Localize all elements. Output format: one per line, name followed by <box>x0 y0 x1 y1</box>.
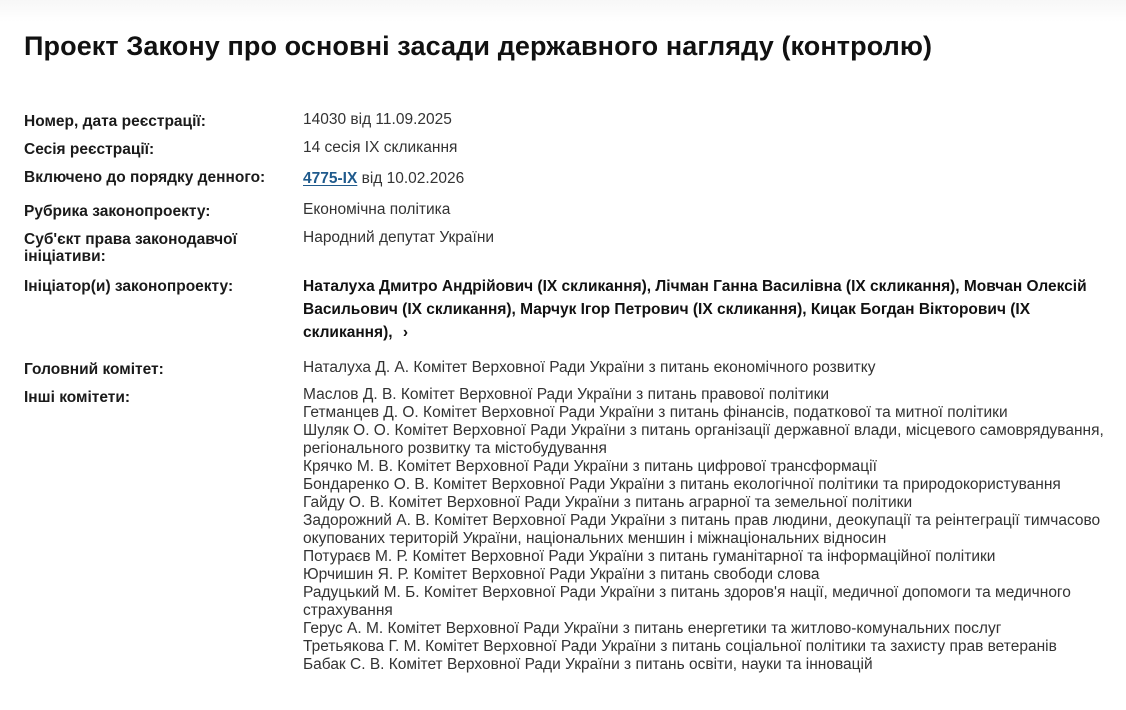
rubric-value: Економічна політика <box>303 201 451 218</box>
committee-item: Третьякова Г. М. Комітет Верховної Ради України з питань соціальної політики та захисту прав ветеранів <box>303 638 1057 655</box>
agenda-date: від 10.02.2026 <box>361 170 465 187</box>
subject-label-line2: ініціативи: <box>24 248 106 265</box>
top-strip <box>0 0 1126 22</box>
registration-value: 14030 від 11.09.2025 <box>303 111 452 128</box>
committee-item: Гетманцев Д. О. Комітет Верховної Ради України з питань фінансів, податкової та митної політики <box>303 404 1008 421</box>
initiators-label: Ініціатор(и) законопроекту: <box>24 278 234 295</box>
initiators-value <box>303 275 1103 344</box>
other-committees-list <box>303 386 1113 674</box>
rubric-label: Рубрика законопроекту: <box>24 203 211 220</box>
main-committee-label: Головний комітет: <box>24 361 164 378</box>
subject-label-line1: Суб'єкт права законодавчої <box>24 231 237 248</box>
subject-value: Народний депутат України <box>303 229 495 246</box>
chevron-right-icon[interactable]: › <box>402 324 409 341</box>
committee-item: Потураєв М. Р. Комітет Верховної Ради України з питань гуманітарної та інформаційної політики <box>303 548 996 565</box>
committee-item: Маслов Д. В. Комітет Верховної Ради України з питань правової політики <box>303 386 830 403</box>
session-label: Сесія реєстрації: <box>24 141 155 158</box>
page-title: Проект Закону про основні засади державного нагляду (контролю) <box>24 31 933 61</box>
committee-item: Бабак С. В. Комітет Верховної Ради України з питань освіти, науки та інновацій <box>303 656 873 673</box>
committee-item: Крячко М. В. Комітет Верховної Ради України з питань цифрової трансформації <box>303 458 877 475</box>
committee-item: Бондаренко О. В. Комітет Верховної Ради України з питань екологічної політики та природокористування <box>303 476 1061 493</box>
session-value: 14 сесія IX скликання <box>303 139 458 156</box>
agenda-link[interactable]: 4775-IX <box>303 170 358 187</box>
initiators-text: Наталуха Дмитро Андрійович (IX скликання), Лічман Ганна Василівна (IX скликання), Мовчан Олексій Васильович (IX скликання), Марчук Ігор Петрович (IX скликання), Кицак Богдан Вікторович (IX скликання), <box>303 278 1087 341</box>
agenda-value <box>303 170 464 188</box>
committee-item: Юрчишин Я. Р. Комітет Верховної Ради України з питань свободи слова <box>303 566 820 583</box>
subject-label <box>24 231 237 265</box>
committee-item: Гайду О. В. Комітет Верховної Ради України з питань аграрної та земельної політики <box>303 494 913 511</box>
committee-item: Радуцький М. Б. Комітет Верховної Ради України з питань здоров'я нації, медичної допомоги та медичного страхування <box>303 584 1071 619</box>
committee-item: Задорожний А. В. Комітет Верховної Ради України з питань прав людини, деокупації та реінтеграції тимчасово окупованих територій України, національних меншин і міжнаціональних відносин <box>303 512 1101 547</box>
other-committees-label: Інші комітети: <box>24 389 131 406</box>
agenda-label: Включено до порядку денного: <box>24 169 266 186</box>
committee-item: Герус А. М. Комітет Верховної Ради України з питань енергетики та житлово-комунальних послуг <box>303 620 1002 637</box>
main-committee-value: Наталуха Д. А. Комітет Верховної Ради України з питань економічного розвитку <box>303 359 876 376</box>
committee-item: Шуляк О. О. Комітет Верховної Ради України з питань організації державної влади, місцевого самоврядування, регіонального розвитку та містобудування <box>303 422 1104 457</box>
registration-label: Номер, дата реєстрації: <box>24 113 206 130</box>
